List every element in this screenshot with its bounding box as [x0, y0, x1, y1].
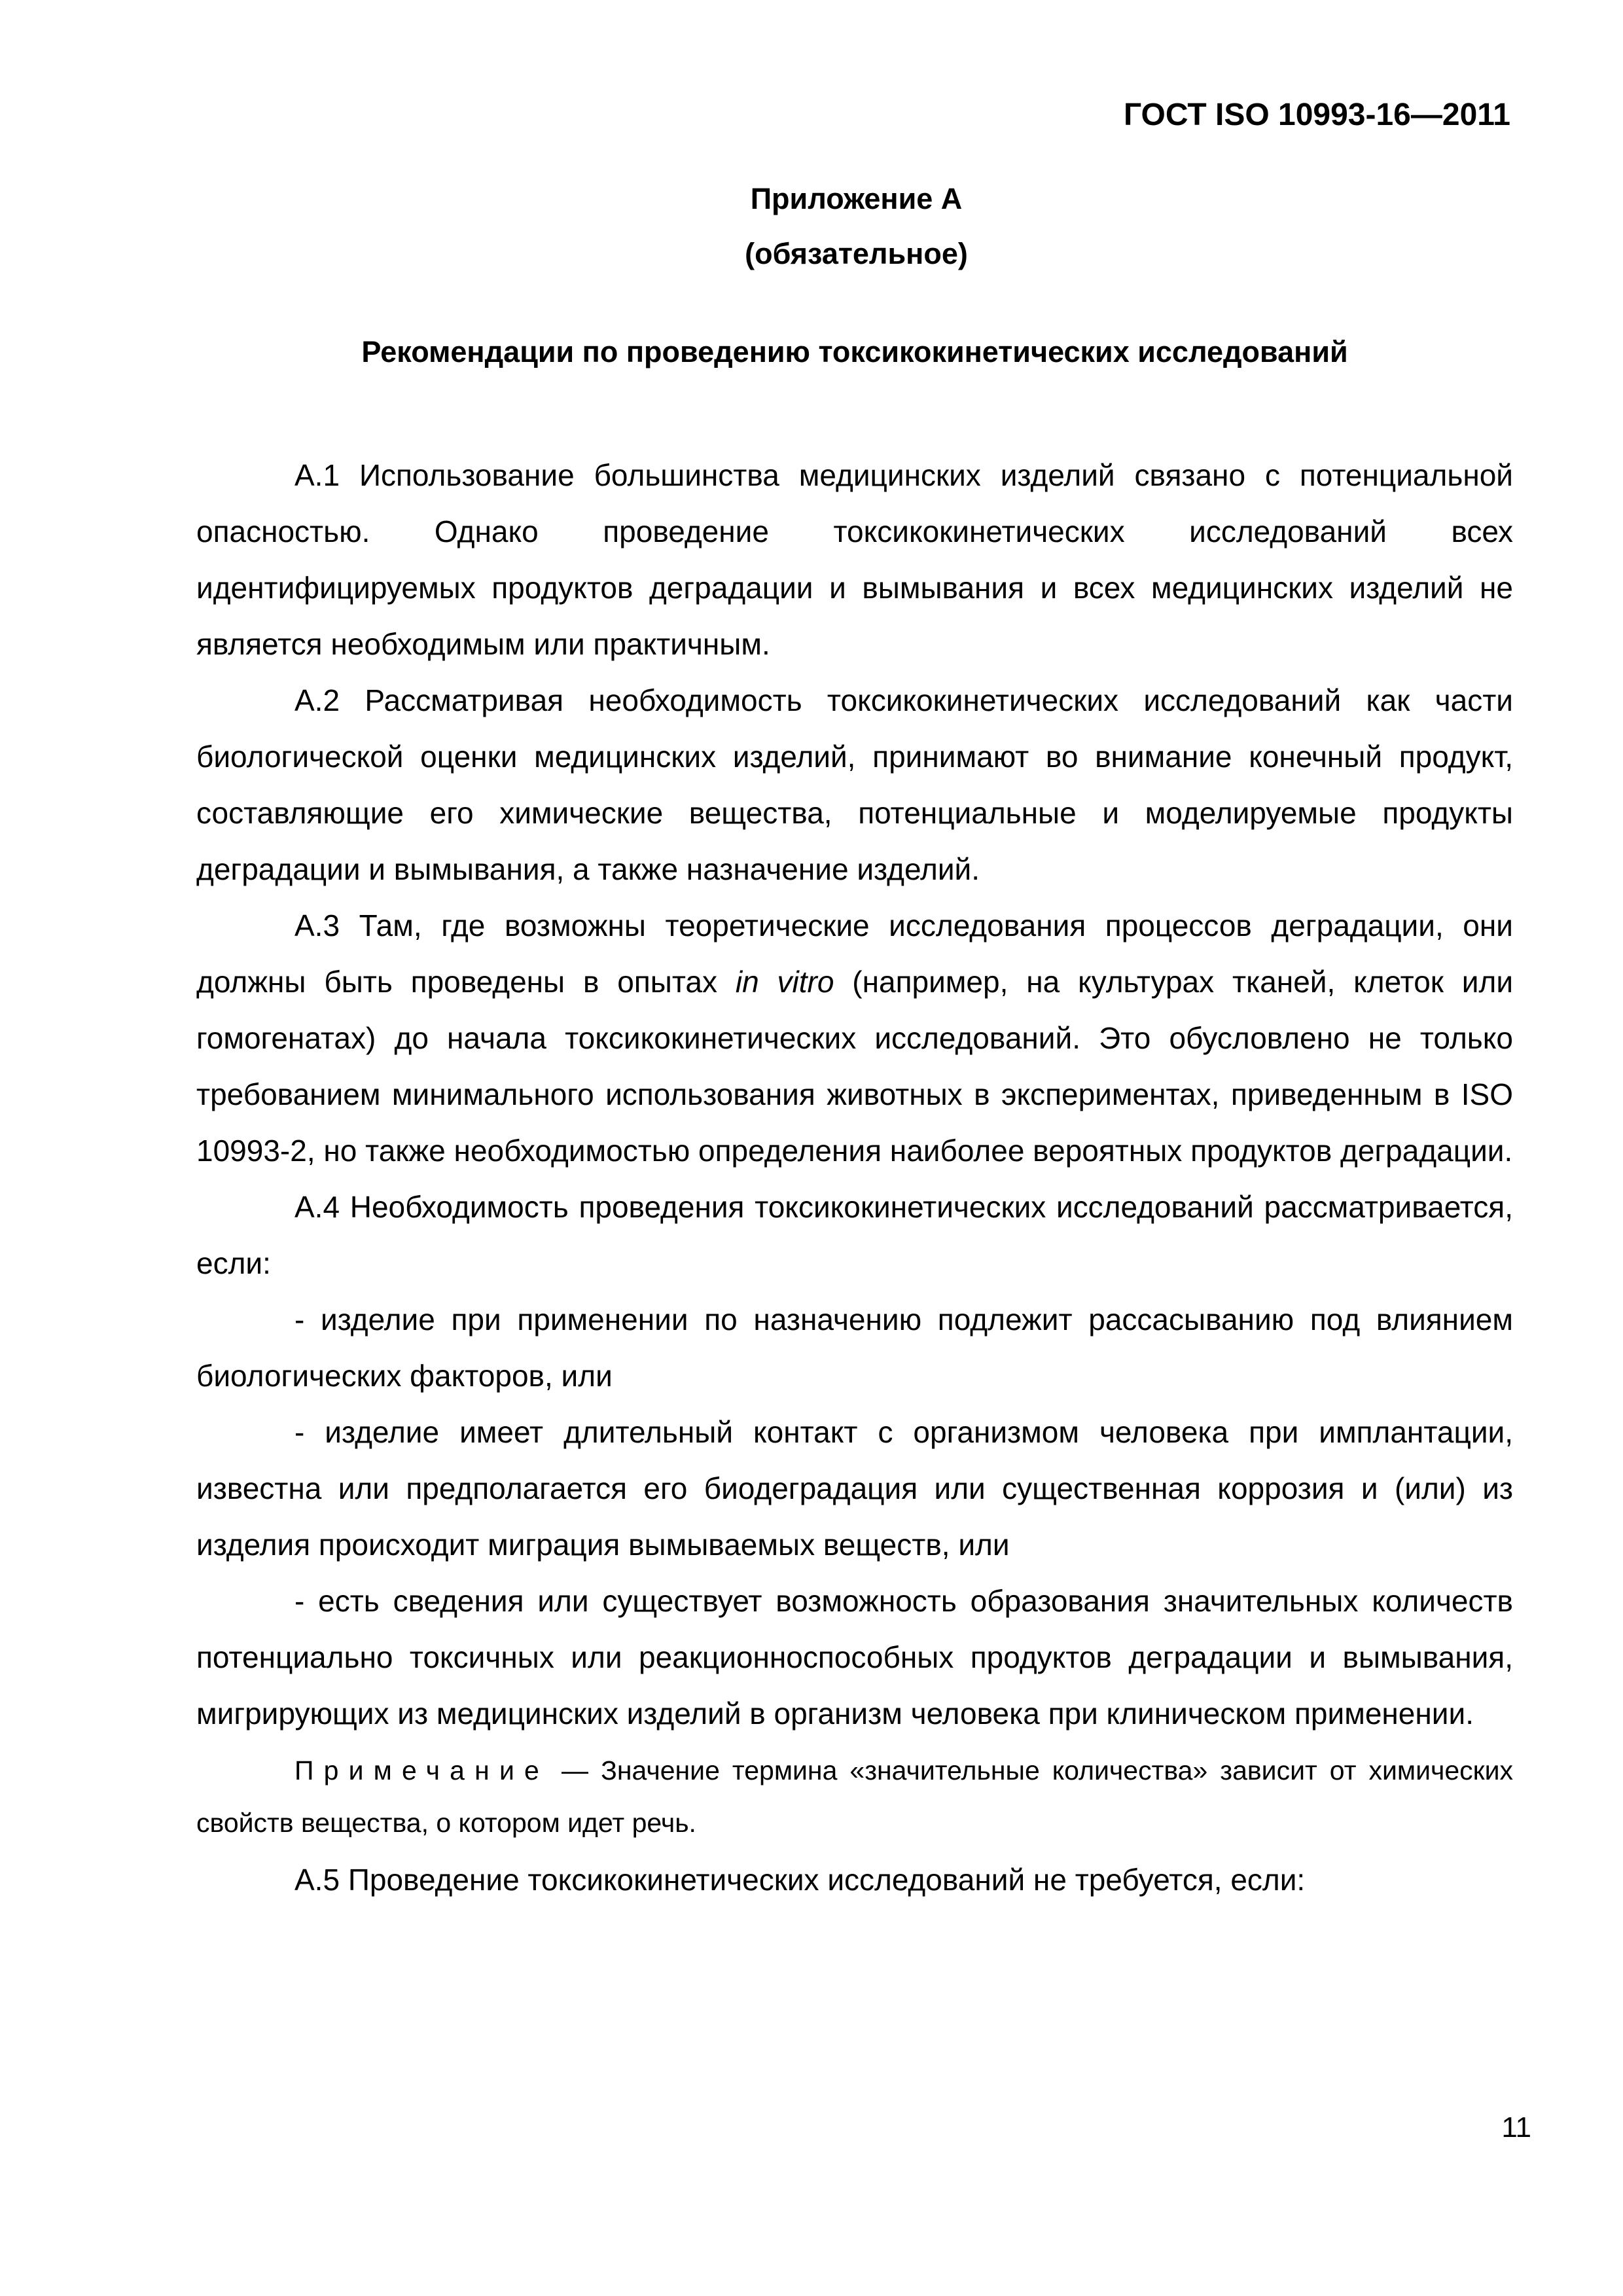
- paragraph-a5: А.5 Проведение токсикокинетических исследований не требуется, если:: [294, 1863, 1306, 1897]
- paragraph-a3-text-end: (например, на культурах тканей, клеток или гомогенатах) до начала токсикокинетических исследований. Это обусловлено не только требованием минимального использования животных в экспериментах, приведенным в ISO 10993-2, но также необходимостью определения наиболее вероятных продуктов деградации.: [196, 965, 1514, 1168]
- list-item-bullet-2: - изделие имеет длительный контакт с организмом человека при имплантации, известна или предполагается его биодеградация или существенная коррозия и (или) из изделия происходит миграция вымываемых веществ, или: [196, 1415, 1513, 1562]
- paragraph-a3-text-start: А.3 Там, где возможны теоретические исследования процессов деградации, они должны быть проведены в опытах: [196, 908, 1513, 999]
- note-text: — Значение термина «значительные количества» зависит от химических свойств вещества, о котором идет речь.: [196, 1755, 1513, 1838]
- paragraph-a4: А.4 Необходимость проведения токсикокинетических исследований рассматривается, если:: [196, 1190, 1513, 1280]
- list-item-bullet-3: - есть сведения или существует возможность образования значительных количеств потенциально токсичных или реакционноспособных продуктов деградации и вымывания, мигрирующих из медицинских изделий в организм человека при клиническом применении.: [196, 1584, 1513, 1731]
- list-item-bullet-1: - изделие при применении по назначению подлежит рассасыванию под влиянием биологических факторов, или: [196, 1302, 1513, 1393]
- annex-status: (обязательное): [745, 237, 968, 270]
- paragraph-a3: [196, 897, 1513, 1179]
- note-paragraph: [196, 1744, 1513, 1849]
- section-title: Рекомендации по проведению токсикокинетических исследований: [361, 335, 1348, 368]
- paragraph-a2: А.2 Рассматривая необходимость токсикокинетических исследований как части биологической оценки медицинских изделий, принимают во внимание конечный продукт, составляющие его химические вещества, потенциальные и моделируемые продукты деградации и вымывания, а также назначение изделий.: [196, 683, 1513, 886]
- document-body: [196, 447, 1513, 1908]
- document-code-header: ГОСТ ISO 10993-16—2011: [1123, 98, 1510, 132]
- paragraph-a3-italic-term: in vitro: [735, 965, 834, 999]
- annex-title: Приложение А: [750, 182, 963, 215]
- annex-heading: [0, 171, 1623, 281]
- page-number: 11: [1501, 2111, 1531, 2144]
- note-label: Примечание: [294, 1755, 550, 1785]
- paragraph-a1: А.1 Использование большинства медицинских изделий связано с потенциальной опасностью. Однако проведение токсикокинетических исследований всех идентифицируемых продуктов деградации и вымывания и всех медицинских изделий не является необходимым или практичным.: [196, 458, 1513, 661]
